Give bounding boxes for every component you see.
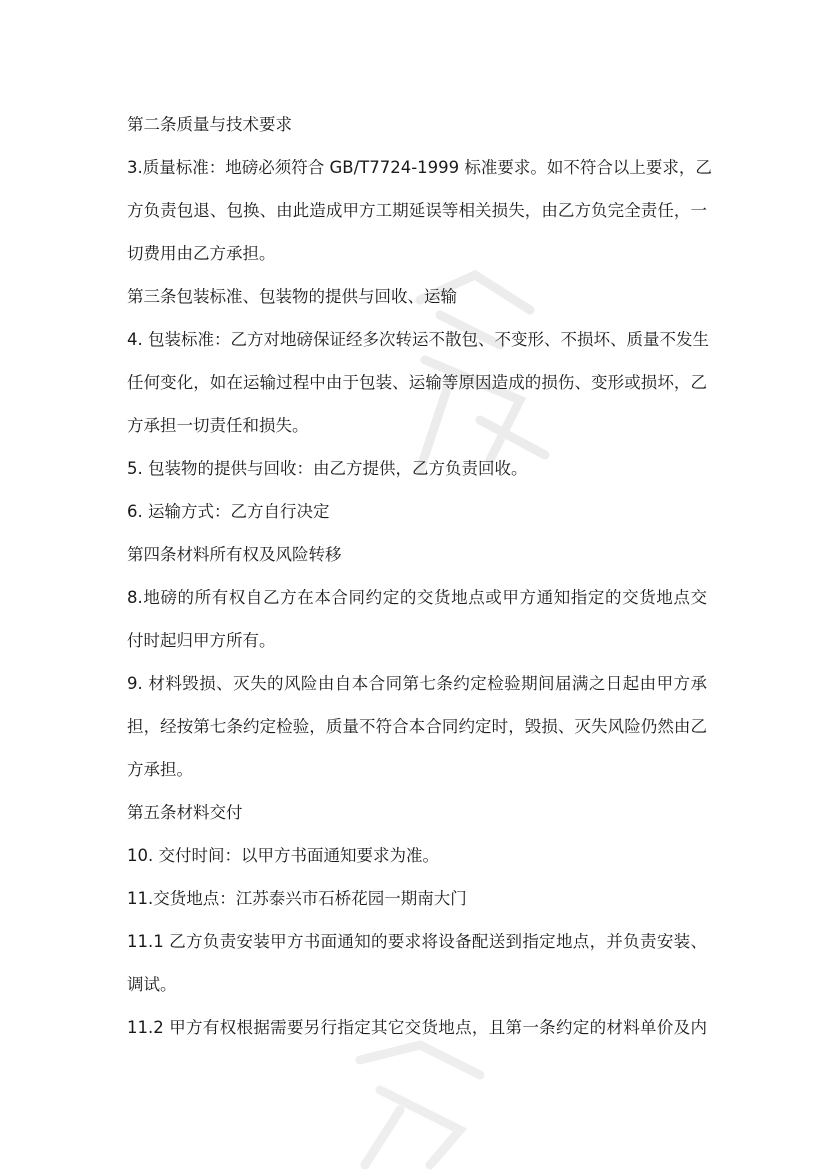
paragraph-line: 方承担。 [127, 760, 193, 779]
paragraph-line: 9. 材料毁损、灭失的风险由自本合同第七条约定检验期间届满之日起由甲方承 [127, 674, 707, 693]
section-heading-4: 第四条材料所有权及风险转移 [127, 545, 342, 564]
paragraph-line: 付时起归甲方所有。 [127, 631, 276, 650]
paragraph-line: 11.交货地点：江苏泰兴市石桥花园一期南大门 [127, 889, 467, 908]
paragraph-line: 担，经按第七条约定检验，质量不符合本合同约定时，毁损、灭失风险仍然由乙 [127, 717, 707, 736]
paragraph-line: 8.地磅的所有权自乙方在本合同约定的交货地点或甲方通知指定的交货地点交 [127, 588, 707, 607]
paragraph-line: 4. 包装标准：乙方对地磅保证经多次转运不散包、不变形、不损坏、质量不发生 [127, 330, 709, 349]
paragraph-line: 方承担一切责任和损失。 [127, 416, 309, 435]
paragraph-line: 10. 交付时间：以甲方书面通知要求为准。 [127, 846, 439, 865]
paragraph-line: 3.质量标准：地磅必须符合 GB/T7724-1999 标准要求。如不符合以上要求，乙 [127, 158, 712, 177]
paragraph-line: 任何变化，如在运输过程中由于包装、运输等原因造成的损伤、变形或损坏，乙 [127, 373, 707, 392]
section-heading-2: 第二条质量与技术要求 [127, 115, 292, 134]
paragraph-line: 调试。 [127, 975, 177, 994]
section-heading-5: 第五条材料交付 [127, 803, 243, 822]
paragraph-line: 切费用由乙方承担。 [127, 244, 276, 263]
paragraph-line: 方负责包退、包换、由此造成甲方工期延误等相关损失，由乙方负完全责任，一 [127, 201, 707, 220]
section-heading-3: 第三条包装标准、包装物的提供与回收、运输 [127, 287, 457, 306]
watermark-icon [330, 1040, 510, 1170]
paragraph-line: 11.1 乙方负责安装甲方书面通知的要求将设备配送到指定地点，并负责安装、 [127, 932, 707, 951]
paragraph-line: 11.2 甲方有权根据需要另行指定其它交货地点，且第一条约定的材料单价及内 [127, 1018, 707, 1037]
paragraph-line: 5. 包装物的提供与回收：由乙方提供，乙方负责回收。 [127, 459, 528, 478]
paragraph-line: 6. 运输方式：乙方自行决定 [127, 502, 330, 521]
